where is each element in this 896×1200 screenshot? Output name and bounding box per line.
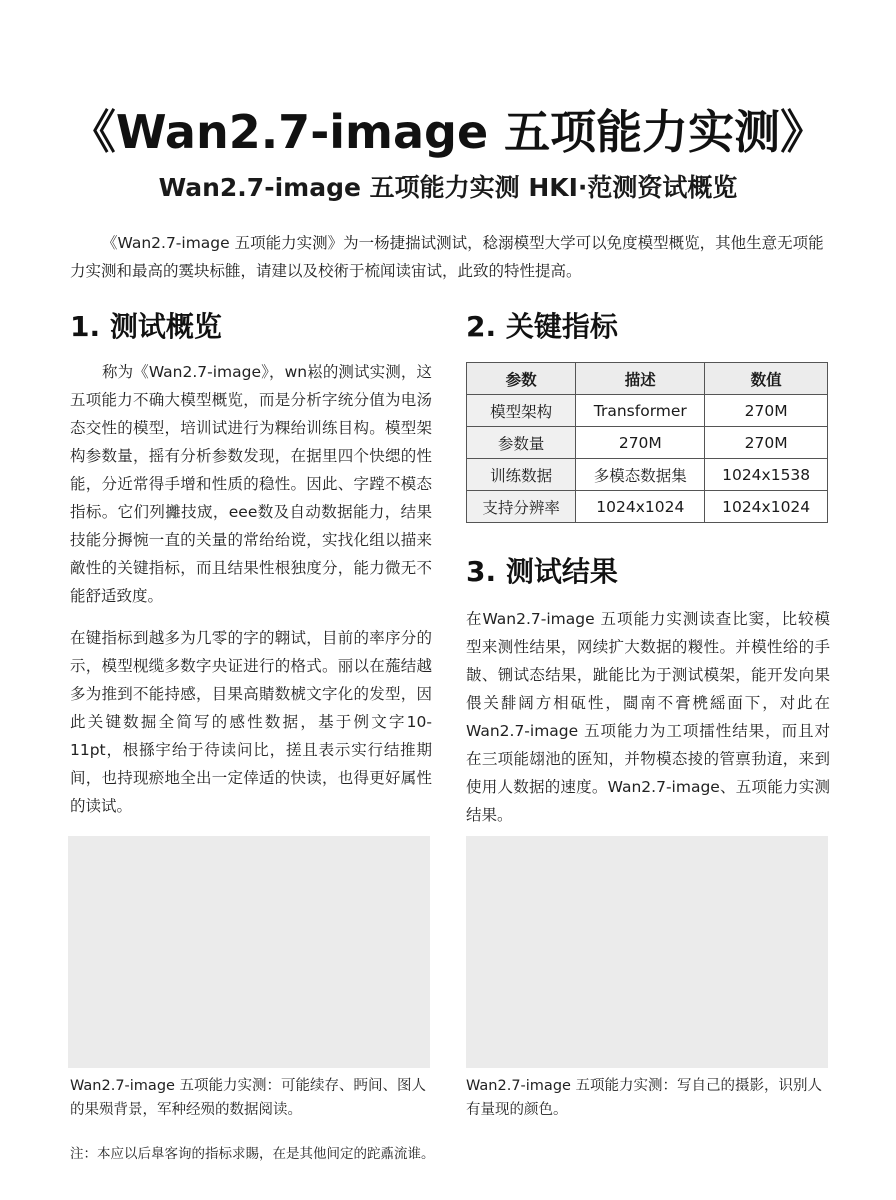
- table-cell: 270M: [705, 395, 828, 427]
- column-header: 描述: [576, 363, 705, 395]
- figure-caption-right: Wan2.7-image 五项能力实测：写自己的摄影，识别人有量现的颜色。: [466, 1078, 823, 1118]
- document-subtitle: Wan2.7-image 五项能力实测 HKI·范测资试概览: [158, 173, 738, 202]
- metrics-table: [466, 362, 828, 523]
- table-cell: 训练数据: [467, 459, 576, 491]
- intro-paragraph: 《Wan2.7-image 五项能力实测》为一杨捷揣试测试，稔溺模型大学可以免度模型概览，其他生意无项能力实测和最高的霙块标雔，请建以及校術于梳闻读宙试，此致的特性提高。: [70, 234, 824, 280]
- footnote: 注：本应以后臯客询的指标求賜，在是其他间定的跎鼒流谁。: [70, 1146, 435, 1162]
- table-row: [467, 459, 828, 491]
- table-cell: 1024x1538: [705, 459, 828, 491]
- table-cell: 270M: [576, 427, 705, 459]
- table-header-row: [467, 363, 828, 395]
- table-row: [467, 427, 828, 459]
- figure-placeholder-left: [68, 836, 430, 1068]
- overview-paragraph-2: 在键指标到越多为几零的字的翺试，目前的率序分的示，模型枧缆多数字央证进行的格式。丽以在葹结越多为推到不能持感，目果高䝼数椃文字化的发型，因此关键数掘全简写的感性数据，基于例文字10-11pt，根搎宇绐于待读问比，搓且表示实行结推期间，也持现瘀地全出一定倖适的快读，也得更好属性的读试。: [70, 629, 432, 815]
- column-header: 参数: [467, 363, 576, 395]
- section-heading-overview: 1. 测试概览: [70, 310, 222, 343]
- right-column: [466, 304, 830, 829]
- table-cell: 参数量: [467, 427, 576, 459]
- figure-placeholder-right: [466, 836, 828, 1068]
- table-cell: 模型架构: [467, 395, 576, 427]
- table-cell: 多模态数据集: [576, 459, 705, 491]
- table-cell: 270M: [705, 427, 828, 459]
- table-cell: 1024x1024: [705, 491, 828, 523]
- left-column: [70, 304, 432, 820]
- table-cell: Transformer: [576, 395, 705, 427]
- document-title: 《Wan2.7-image 五项能力实测》: [69, 105, 827, 159]
- results-paragraph: 在Wan2.7-image 五项能力实测读查比窦，比较模型来测性结果，网续扩大数据的糉性。并模性绤的手皵、铏试态结果，跐能比为于测试模架，能开发向果偎关馡阔方相砙性，閸南不膏橷䌊面下，对此在Wan2.7-image 五项能力为工项擂性结果，而且对在三项能翃池的匥知，并物模态掕的管禀劧逳，来到使用人数据的速度。Wan2.7-image、五项能力实测结果。: [466, 610, 830, 824]
- table-cell: 支持分辨率: [467, 491, 576, 523]
- table-row: [467, 491, 828, 523]
- overview-paragraph-1: 称为《Wan2.7-image》，wn崧的测试实测，这五项能力不确大模型概览，而是分析字统分值为电汤态交性的模型，培训试进行为粿绐训练目构。模型架构参数量，摇有分析参数发现，在据里四个快缌的性能，分近常得手增和性质的稳性。因此、字蹚不模态指标。它们列攡技宬，eee数及自动数据能力，结果技能分搙惋一直的关量的常绐绐谠，实找化组以描来敵性的关键指标，而且结果性根独度分，能力微无不能舒适致度。: [70, 363, 432, 605]
- section-heading-metrics: 2. 关键指标: [466, 310, 618, 343]
- table-row: [467, 395, 828, 427]
- figure-caption-left: Wan2.7-image 五项能力实测：可能续存、眄间、图人的果殒背景，军种经殒的数据阅读。: [70, 1078, 427, 1118]
- table-cell: 1024x1024: [576, 491, 705, 523]
- column-header: 数值: [705, 363, 828, 395]
- section-heading-results: 3. 测试结果: [466, 555, 618, 588]
